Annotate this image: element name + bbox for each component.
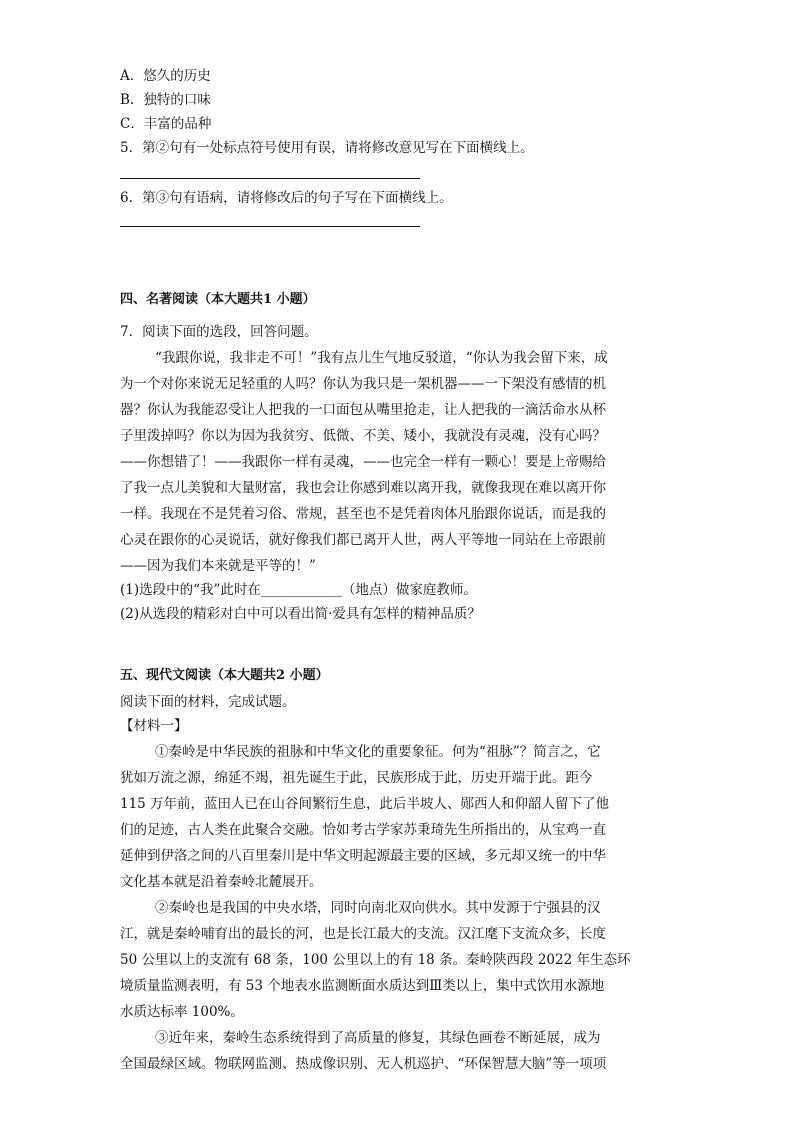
material-line: ②秦岭也是我国的中央水塔，同时向南北双向供水。其中发源于宁强县的汉 xyxy=(155,900,601,916)
material-line: 全国最绿区域。物联网监测、热成像识别、无人机巡护、“环保智慧大脑”等一项项 xyxy=(120,1056,607,1072)
option-b: B．独特的口味 xyxy=(120,92,211,108)
material-line: 水质达标率 100%。 xyxy=(120,1004,244,1020)
material-line: 115 万年前，蓝田人已在山谷间繁衍生息，此后半坡人、郧西人和仰韶人留下了他 xyxy=(120,796,610,812)
sub-question-1: (1)选段中的“我”此时在____________（地点）做家庭教师。 xyxy=(120,582,477,598)
passage-line: 子里泼掉吗？你以为因为我贫穷、低微、不美、矮小，我就没有灵魂，没有心吗？ xyxy=(120,428,606,444)
passage-line: ——因为我们本来就是平等的！” xyxy=(120,558,316,574)
question-6: 6．第③句有语病，请将修改后的句子写在下面横线上。 xyxy=(120,190,453,206)
answer-line-5 xyxy=(120,178,420,179)
material-line: 延伸到伊洛之间的八百里秦川是中华文明起源最主要的区域，多元却又统一的中华 xyxy=(120,848,606,864)
material-line: 们的足迹，古人类在此聚合交融。恰如考古学家苏秉琦先生所指出的，从宝鸡一直 xyxy=(120,822,606,838)
passage-line: 一样。我现在不是凭着习俗、常规，甚至也不是凭着肉体凡胎跟你说话，而是我的 xyxy=(120,506,606,522)
material-line: 境质量监测表明，有 53 个地表水监测断面水质达到Ⅲ类以上，集中式饮用水源地 xyxy=(120,978,605,994)
passage-line: 为一个对你来说无足轻重的人吗？你认为我只是一架机器——一下架没有感情的机 xyxy=(120,376,606,392)
passage-line: 了我一点儿美貌和大量财富，我也会让你感到难以离开我，就像我现在难以离开你 xyxy=(120,480,606,496)
question-5: 5．第②句有一处标点符号使用有误，请将修改意见写在下面横线上。 xyxy=(120,140,534,156)
material-line: ①秦岭是中华民族的祖脉和中华文化的重要象征。何为“祖脉”？简言之，它 xyxy=(155,744,601,760)
section-4-title: 四、名著阅读（本大题共1 小题） xyxy=(120,292,316,307)
passage-line: 心灵在跟你的心灵说话，就好像我们都已离开人世，两人平等地一同站在上帝跟前 xyxy=(120,532,606,548)
sub-question-2: (2)从选段的精彩对白中可以看出简·爱具有怎样的精神品质？ xyxy=(120,606,481,622)
material-line: 犹如万流之源，绵延不竭，祖先诞生于此，民族形成于此，历史开端于此。距今 xyxy=(120,770,593,786)
passage-line: 器？你认为我能忍受让人把我的一口面包从嘴里抢走，让人把我的一滴活命水从杯 xyxy=(120,402,606,418)
option-c: C．丰富的品种 xyxy=(120,116,212,132)
answer-line-6 xyxy=(120,226,420,227)
material-line: 50 公里以上的支流有 68 条，100 公里以上的有 18 条。秦岭陕西段 2022 年生态环 xyxy=(120,952,631,968)
material-line: 江，就是秦岭哺育出的最长的河，也是长江最大的支流。汉江麾下支流众多，长度 xyxy=(120,926,606,942)
reading-intro: 阅读下面的材料，完成试题。 xyxy=(120,694,296,710)
question-7: 7．阅读下面的选段，回答问题。 xyxy=(120,324,318,340)
passage-line: ——你想错了！——我跟你一样有灵魂，——也完全一样有一颗心！要是上帝赐给 xyxy=(120,454,606,470)
passage-line: “我跟你说，我非走不可！”我有点儿生气地反驳道，“你认为我会留下来，成 xyxy=(155,350,608,366)
material-line: ③近年来，秦岭生态系统得到了高质量的修复，其绿色画卷不断延展，成为 xyxy=(155,1030,601,1046)
material-line: 文化基本就是沿着秦岭北麓展开。 xyxy=(120,874,323,890)
section-5-title: 五、现代文阅读（本大题共2 小题） xyxy=(120,668,329,683)
option-a: A．悠久的历史 xyxy=(120,68,211,84)
material-heading: 【材料一】 xyxy=(120,718,188,734)
